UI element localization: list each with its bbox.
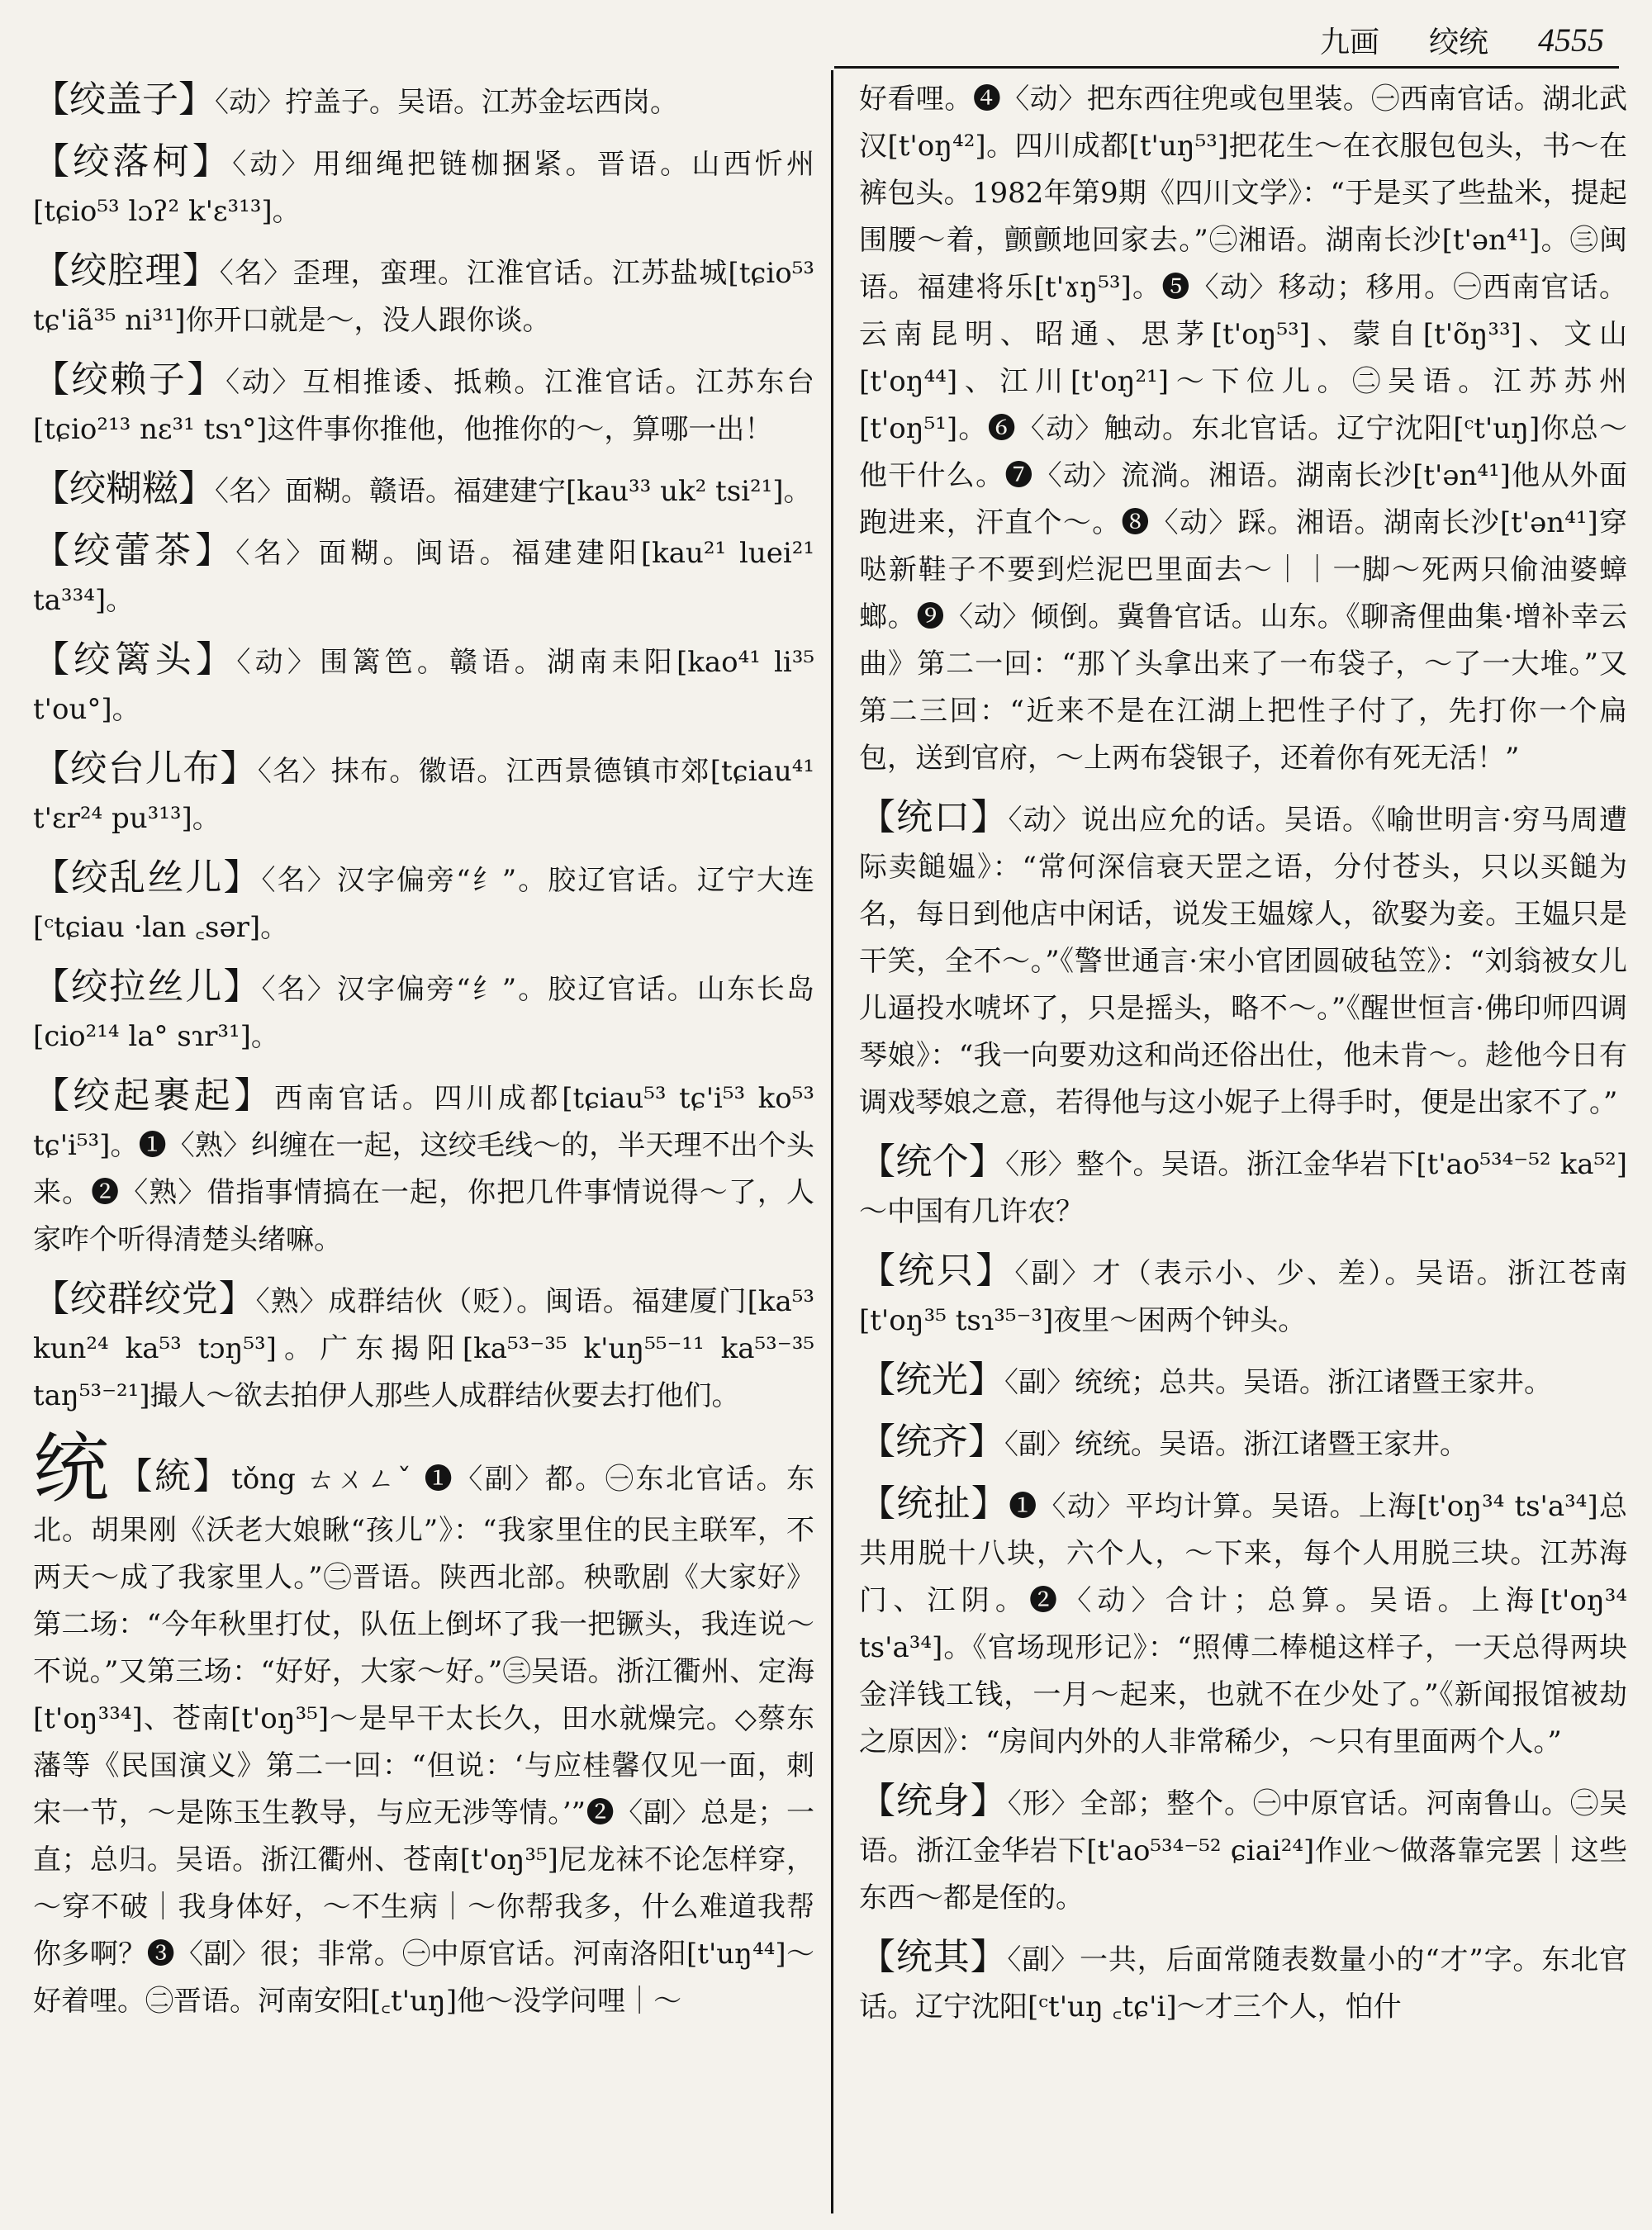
entry — [859, 1933, 1627, 2031]
entry — [33, 247, 814, 344]
entry — [859, 1138, 1627, 1236]
definition: 好看哩。❹〈动〉把东西往兜或包里装。㊀西南官话。湖北武汉[t'oŋ⁴²]。四川成都[t'uŋ⁵³]把花生～在衣服包包头，书～在裤包头。1982年第9期《四川文学》：“于是买了些盐米，提起围腰～着，颤颤地回家去。”㊁湘语。湖南长沙[t'ən⁴¹]。㊂闽语。福建将乐[t'ɤŋ⁵³]。❺〈动〉移动；移用。㊀西南官话。云南昆明、昭通、思茅[t'oŋ⁵³]、蒙自[t'õŋ³³]、文山[t'oŋ⁴⁴]、江川[t'oŋ²¹]～下位儿。㊁吴语。江苏苏州[t'oŋ⁵¹]。❻〈动〉触动。东北官话。辽宁沈阳[ᶜt'uŋ]你总～他干什么。❼〈动〉流淌。湘语。湖南长沙[t'ən⁴¹]他从外面跑进来，汗直个～。❽〈动〉踩。湘语。湖南长沙[t'ən⁴¹]穿哒新鞋子不要到烂泥巴里面去～｜｜一脚～死两只偷油婆蟑螂。❾〈动〉倾倒。冀鲁官话。山东。《聊斋俚曲集·增补幸云曲》第二一回：“那丫头拿出来了一布袋子，～了一大堆。”又第二三回：“近来不是在江湖上把性子付了，先打你一个扁包，送到官府，～上两布袋银子，还着你有死无活！” — [859, 83, 1627, 775]
header-chars: 绞统 — [1428, 25, 1488, 59]
headword: 【统扯】 — [859, 1483, 1009, 1525]
page-number: 4555 — [1538, 21, 1604, 59]
definition: 〈名〉抹布。徽语。江西景德镇市郊[tɕiau⁴¹ t'ɛr²⁴ pu³¹³]。 — [33, 755, 814, 835]
headword: 【绞起裹起】 — [33, 1075, 275, 1117]
entry — [33, 527, 814, 624]
headword: 【统个】 — [859, 1141, 1006, 1183]
definition: 〈副〉一共，后面常随表数量小的“才”字。东北官话。辽宁沈阳[ᶜt'uŋ ꜀tɕ'i]～才三个人，怕什 — [859, 1943, 1627, 2024]
headword: 【统口】 — [859, 796, 1009, 838]
headword: 【绞群绞党】 — [33, 1278, 256, 1320]
headword: 【统其】 — [859, 1936, 1008, 1978]
entry — [33, 636, 814, 733]
entry-continuation — [859, 76, 1627, 782]
column-divider — [831, 70, 833, 2213]
entry — [33, 1275, 814, 1420]
definition: 〈动〉用细绳把链枷捆紧。晋语。山西忻州[tɕio⁵³ lɔʔ² k'ɛ³¹³]。 — [33, 148, 814, 228]
header-section: 九画 — [1319, 25, 1379, 59]
headword: 【绞赖子】 — [33, 358, 226, 401]
headword: 【绞蕾茶】 — [33, 529, 236, 572]
definition: tǒng ㄊㄨㄥˇ ❶〈副〉都。㊀东北官话。东北。胡果刚《沃老大娘瞅“孩儿”》：“我家里住的民主联军，不两天～成了我家里人。”㊁晋语。陕西北部。秧歌剧《大家好》第二场：“今年秋里打仗，队伍上倒坏了我一把镢头，我连说～不说。”又第三场：“好好，大家～好。”㊂吴语。浙江衢州、定海[t'oŋ³³⁴]、苍南[t'oŋ³⁵]～是早干太长久，田水就燥完。◇蔡东藩等《民国演义》第二一回：“但说：‘与应桂馨仅见一面，刺宋一节，～是陈玉生教导，与应无涉等情。’”❷〈副〉总是；一直；总归。吴语。浙江衢州、苍南[t'oŋ³⁵]尼龙袜不论怎样穿，～穿不破｜我身体好，～不生病｜～你帮我多，什么难道我帮你多啊？❸〈副〉很；非常。㊀中原官话。河南洛阳[t'uŋ⁴⁴]～好着哩。㊁晋语。河南安阳[꜀t'uŋ]他～没学问哩｜～ — [33, 1463, 814, 2018]
definition: ❶〈动〉平均计算。吴语。上海[t'oŋ³⁴ ts'a³⁴]总共用脱十八块，六个人，～下来，每个人用脱三块。江苏海门、江阴。❷〈动〉合计；总算。吴语。上海[t'oŋ³⁴ ts'a³⁴]。《官场现形记》：“照傅二棒槌这样子，一天总得两块金洋钱工钱，一月～起来，也就不在少处了。”《新闻报馆被劫之原因》：“房间内外的人非常稀少，～只有里面两个人。” — [859, 1490, 1627, 1758]
traditional-form: 【統】 — [116, 1455, 232, 1497]
headword: 【绞乱丝儿】 — [33, 856, 262, 899]
headword: 【绞腔理】 — [33, 249, 220, 292]
entry — [33, 745, 814, 842]
definition: 〈动〉说出应允的话。吴语。《喻世明言·穷马周遭际卖䭔媪》：“常何深信衰天罡之语，分付苍头，只以买䭔为名，每日到他店中闲话，说发王媪嫁人，欲娶为妾。王媪只是干笑，全不～。”《警世通言·宋小官团圆破毡笠》：“刘翁被女儿儿逼投水唬坏了，只是摇头，略不～。”《醒世恒言·佛印师四调琴娘》：“我一向要劝这和尚还俗出仕，他未肯～。趁他今日有调戏琴娘之意，若得他与这小妮子上得手时，便是出家不了。” — [859, 804, 1627, 1119]
entry — [33, 76, 814, 126]
entry — [33, 356, 814, 453]
headword: 【绞台儿布】 — [33, 747, 258, 790]
entry — [33, 963, 814, 1060]
definition: 〈动〉互相推诿、抵赖。江淮官话。江苏东台[tɕio²¹³ nɛ³¹ tsɿ°]这件事你推他，他推你的～，算哪一出！ — [33, 366, 814, 446]
header-rule — [834, 66, 1619, 69]
main-character: 统 — [33, 1425, 112, 1513]
page-header — [1026, 15, 1604, 64]
entry — [859, 1356, 1627, 1407]
headword: 【统身】 — [859, 1780, 1008, 1822]
entry — [859, 1777, 1627, 1922]
headword: 【绞盖子】 — [33, 78, 215, 121]
headword: 【绞拉丝儿】 — [33, 966, 262, 1008]
definition: 〈熟〉成群结伙（贬）。闽语。福建厦门[ka⁵³ kun²⁴ ka⁵³ tɔŋ⁵³]。广东揭阳[ka⁵³⁻³⁵ k'uŋ⁵⁵⁻¹¹ ka⁵³⁻³⁵ taŋ⁵³⁻²¹]撮人～欲去拍伊人那些人成群结伙要去打他们。 — [33, 1285, 814, 1412]
definition: 〈副〉统统。吴语。浙江诸暨王家井。 — [1004, 1428, 1468, 1461]
entry — [859, 1418, 1627, 1468]
entry — [859, 1480, 1627, 1766]
entry — [859, 794, 1627, 1127]
definition: 〈副〉才（表示小、少、差）。吴语。浙江苍南[t'oŋ³⁵ tsɿ³⁵⁻³]夜里～困两个钟头。 — [859, 1257, 1627, 1337]
entry — [33, 854, 814, 951]
headword: 【统齐】 — [859, 1421, 1004, 1463]
entry-main-character — [33, 1425, 814, 2025]
definition: 〈名〉汉字偏旁“纟”。胶辽官话。辽宁大连[ᶜtɕiau ·lan ꜀sər]。 — [33, 864, 814, 944]
definition: 〈名〉面糊。闽语。福建建阳[kau²¹ luei²¹ ta³³⁴]。 — [33, 537, 814, 617]
entry — [33, 465, 814, 515]
definition: 〈名〉歪理，蛮理。江淮官话。江苏盐城[tɕio⁵³ tɕ'iã³⁵ ni³¹]你开口就是～，没人跟你谈。 — [33, 257, 814, 337]
definition: 〈动〉围篱笆。赣语。湖南耒阳[kao⁴¹ li³⁵ t'ou°]。 — [33, 646, 814, 726]
headword: 【绞糊糍】 — [33, 467, 215, 510]
entry — [33, 1072, 814, 1264]
left-column — [33, 76, 814, 2215]
definition: 〈动〉拧盖子。吴语。江苏金坛西岗。 — [215, 86, 678, 119]
headword: 【统光】 — [859, 1359, 1004, 1401]
definition: 西南官话。四川成都[tɕiau⁵³ tɕ'i⁵³ ko⁵³ tɕ'i⁵³]。❶〈熟〉纠缠在一起，这绞毛线～的，半天理不出个头来。❷〈熟〉借指事情搞在一起，你把几件事情说得～了，人家咋个听得清楚头绪嘛。 — [33, 1082, 814, 1256]
definition: 〈形〉全部；整个。㊀中原官话。河南鲁山。㊁吴语。浙江金华岩下[t'ao⁵³⁴⁻⁵² ɕiai²⁴]作业～做落靠完罢｜这些东西～都是侄的。 — [859, 1787, 1627, 1914]
entry — [859, 1247, 1627, 1345]
definition: 〈副〉统统；总共。吴语。浙江诸暨王家井。 — [1004, 1366, 1552, 1399]
headword: 【统只】 — [859, 1250, 1015, 1292]
right-column — [859, 76, 1627, 2215]
headword: 【绞篱头】 — [33, 638, 237, 681]
definition: 〈形〉整个。吴语。浙江金华岩下[t'ao⁵³⁴⁻⁵² ka⁵²]～中国有几许农？ — [859, 1148, 1627, 1228]
definition: 〈名〉汉字偏旁“纟”。胶辽官话。山东长岛[cio²¹⁴ la° sɿr³¹]。 — [33, 973, 814, 1053]
definition: 〈名〉面糊。赣语。福建建宁[kau³³ uk² tsi²¹]。 — [215, 475, 812, 508]
entry — [33, 138, 814, 235]
headword: 【绞落柯】 — [33, 140, 233, 183]
